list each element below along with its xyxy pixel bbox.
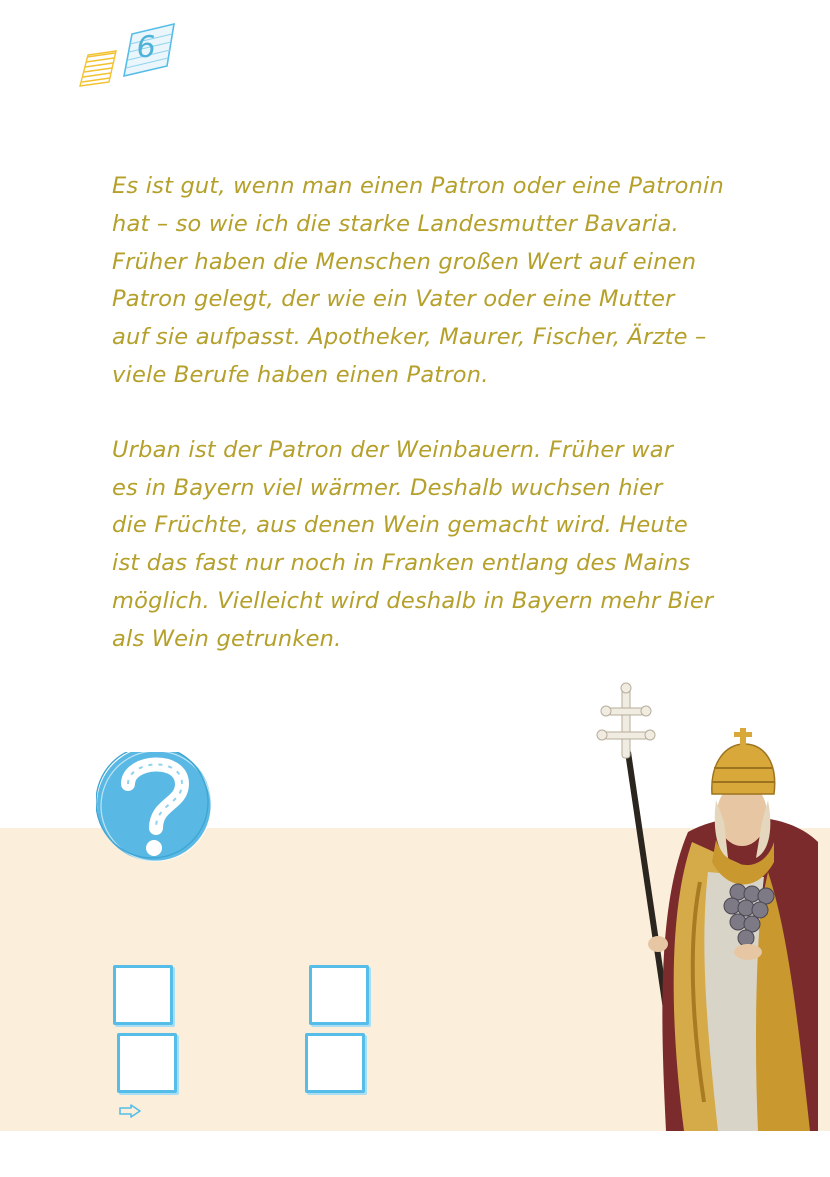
answer-checkbox-1[interactable]	[113, 965, 173, 1025]
body-text	[112, 168, 752, 659]
arrow-right-icon	[118, 1104, 142, 1118]
paragraph-urban: Urban ist der Patron der Weinbauern. Früher war es in Bayern viel wärmer. Deshalb wuchsen hier die Früchte, aus denen Wein gemacht wird. Heute ist das fast nur noch in Franken entlang des Mains möglich. Vielleicht wird deshalb in Bayern mehr Bier als Wein getrunken.	[112, 436, 714, 652]
answer-checkbox-4[interactable]	[305, 1033, 365, 1093]
question-mark-icon	[96, 752, 216, 862]
page-number: 6	[133, 30, 159, 65]
answer-checkbox-3[interactable]	[117, 1033, 177, 1093]
saint-urban-statue-image	[588, 682, 818, 1131]
answer-checkbox-2[interactable]	[309, 965, 369, 1025]
paragraph-patron: Es ist gut, wenn man einen Patron oder eine Patronin hat – so wie ich die starke Landesmutter Bavaria. Früher haben die Menschen großen Wert auf einen Patron gelegt, der wie ein Vater oder eine Mutter auf sie aufpasst. Apotheker, Maurer, Fischer, Ärzte – viele Berufe haben einen Patron.	[112, 173, 724, 388]
